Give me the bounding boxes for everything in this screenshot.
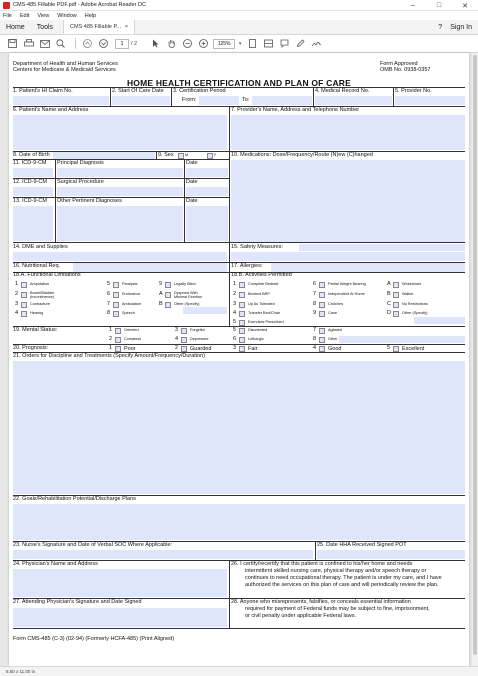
tab-document-label: CMS 485 Fillable P... (70, 24, 121, 30)
attending-signature-field[interactable] (13, 608, 227, 627)
ap-checkbox[interactable] (239, 292, 245, 298)
label-claim-no: 1. Patient's HI Claim No. (13, 88, 73, 94)
surgical-procedure-field[interactable] (57, 187, 183, 196)
prog-label: Poor (124, 346, 136, 352)
ap-checkbox[interactable] (393, 302, 399, 308)
ap-label: Cane (328, 311, 338, 315)
ms-number: 8 (313, 336, 317, 342)
menu-help[interactable]: Help (84, 12, 97, 19)
label-other-diagnoses: Other Pertinent Diagnoses (57, 198, 122, 204)
omb-number: OMB No. 0938-0357 (380, 67, 431, 73)
menu-bar (0, 11, 478, 20)
ms-number: 6 (233, 336, 237, 342)
ms-number: 7 (313, 327, 317, 333)
ap-label: Transfer Bed/Chair (248, 311, 280, 315)
ms-label: Depressed (190, 337, 209, 341)
fl-number: B (159, 301, 163, 307)
nurse-signature-field[interactable] (13, 550, 313, 559)
ap-label: Independent At Home (328, 292, 365, 296)
start-of-care-field[interactable] (112, 96, 170, 105)
page-number-input[interactable]: 1 (115, 39, 129, 49)
functional-other-field[interactable] (183, 307, 227, 314)
menu-window[interactable]: Window (57, 12, 77, 19)
ap-number: 8 (313, 301, 317, 307)
fl-checkbox[interactable] (113, 311, 119, 317)
ap-label: Exercises Prescribed (248, 320, 284, 324)
goals-field[interactable] (13, 504, 465, 540)
fl-label: Hearing (30, 311, 44, 315)
ms-label: Lethargic (248, 337, 264, 341)
label-provider-no: 5. Provider No. (395, 88, 432, 94)
tab-bar (0, 20, 478, 35)
ap-number: D (387, 310, 391, 316)
fl-label: Endurance (122, 292, 141, 296)
zoom-out-icon[interactable] (181, 37, 194, 50)
ap-number: 5 (233, 319, 237, 325)
form-footer: Form CMS-485 (C-3) (02-94) (Formerly HCFA-485) (Print Aligned) (13, 636, 175, 642)
label-cert-from: From: (182, 97, 197, 103)
label-surgical-procedure: Surgical Procedure (57, 179, 104, 185)
prog-number: 1 (109, 345, 113, 351)
form-approved: Form Approved (380, 61, 418, 67)
fl-label: Legally Blind (174, 282, 196, 286)
prog-number: 4 (313, 345, 317, 351)
help-icon[interactable]: ? (438, 23, 443, 31)
ms-label: Disoriented (248, 328, 268, 332)
fl-checkbox[interactable] (21, 302, 27, 308)
tab-tools[interactable]: Tools (36, 23, 54, 31)
certification-line-1: 26. I certify/recertify that this patient is confined to his/her home and needs (231, 561, 413, 567)
physician-name-field[interactable] (13, 569, 227, 597)
scroll-mode-icon[interactable] (262, 37, 275, 50)
icd-13-field[interactable] (13, 206, 53, 241)
document-viewport[interactable] (0, 53, 478, 666)
ap-label: Partial Weight Bearing (328, 282, 366, 286)
ap-checkbox[interactable] (319, 292, 325, 298)
nutrition-field[interactable] (73, 263, 227, 272)
label-provider-name: 7. Provider's Name, Address and Telephone Number (231, 107, 360, 113)
ap-label: No Restrictions (402, 302, 428, 306)
next-page-icon[interactable] (97, 37, 110, 50)
ms-checkbox[interactable] (239, 328, 245, 334)
ap-checkbox[interactable] (319, 311, 325, 317)
ap-checkbox[interactable] (239, 311, 245, 317)
ap-checkbox[interactable] (393, 292, 399, 298)
label-date-received: 25. Date HHA Received Signed POT (317, 542, 407, 548)
comment-icon[interactable] (278, 37, 291, 50)
prog-label: Excellent (402, 346, 425, 352)
hand-tool-icon[interactable] (165, 37, 178, 50)
ms-checkbox[interactable] (319, 337, 325, 343)
certification-line-3: continues to need occupational therapy. The patient is under my care, and I have (245, 575, 442, 581)
toolbar (0, 35, 478, 53)
fl-checkbox[interactable] (21, 282, 27, 288)
warning-line-1: 28. Anyone who misrepresents, falsifies, or conceals essential information (231, 599, 411, 605)
label-mental-status: 19. Mental Status: (13, 327, 58, 333)
ap-number: 7 (313, 291, 317, 297)
pdf-page (9, 53, 469, 666)
label-goals: 22. Goals/Rehabilitation Potential/Discharge Plans (13, 496, 136, 502)
principal-diagnosis-field[interactable] (57, 168, 183, 177)
ap-number: 2 (233, 291, 237, 297)
label-nutrition: 16. Nutritional Req. (13, 263, 61, 269)
cert-from-field[interactable] (199, 96, 239, 105)
ap-label: Wheelchair (402, 282, 421, 286)
zoom-in-icon[interactable] (197, 37, 210, 50)
ms-number: 5 (233, 327, 237, 333)
fl-label: Ambulation (122, 302, 141, 306)
claim-no-field[interactable] (13, 96, 109, 105)
ap-checkbox[interactable] (393, 282, 399, 288)
certification-line-2: intermittent skilled nursing care, physical therapy and/or speech therapy or (245, 568, 427, 574)
ms-checkbox[interactable] (181, 337, 187, 343)
date-received-field[interactable] (317, 550, 465, 559)
label-prognosis: 20. Prognosis: (13, 345, 49, 351)
label-attending-signature: 27. Attending Physician's Signature and Date Signed (13, 599, 142, 605)
ap-checkbox[interactable] (393, 311, 399, 317)
fl-checkbox[interactable] (165, 292, 171, 298)
print-icon[interactable] (22, 37, 35, 50)
ms-label: Agitated (328, 328, 342, 332)
dme-field[interactable] (13, 252, 227, 261)
menu-file[interactable]: File (3, 12, 12, 19)
acrobat-app-icon (3, 2, 10, 9)
select-cursor-icon[interactable] (149, 37, 162, 50)
close-tab-icon[interactable]: × (124, 24, 129, 30)
label-functional-limitations: 18.A. Functional Limitations (13, 272, 81, 278)
date-13-field[interactable] (186, 206, 228, 241)
highlight-pen-icon[interactable] (294, 37, 307, 50)
label-icd-13: 13. ICD-9-CM (13, 198, 47, 204)
menu-view[interactable]: View (37, 12, 50, 19)
fl-label: Speech (122, 311, 135, 315)
date-11-field[interactable] (186, 168, 228, 177)
label-medical-record: 4. Medical Record No. (315, 88, 370, 94)
ms-checkbox[interactable] (115, 328, 121, 334)
fl-label: Amputation (30, 282, 50, 286)
ms-checkbox[interactable] (319, 328, 325, 334)
ap-number: C (387, 301, 391, 307)
label-cert-to: To: (242, 97, 250, 103)
fl-number: 8 (107, 310, 111, 316)
label-icd-12: 12. ICD-9-CM (13, 179, 47, 185)
label-activities-permitted: 18.B. Activities Permitted (231, 272, 292, 278)
medical-record-field[interactable] (315, 96, 392, 105)
prog-number: 3 (233, 345, 237, 351)
label-sex-f: F (214, 153, 217, 157)
warning-line-3: or civil penalty under applicable Federal laws. (245, 613, 356, 619)
ap-label: Complete Bedrest (248, 282, 279, 286)
label-dob: 8. Date of Birth (13, 152, 50, 158)
email-icon[interactable] (38, 37, 51, 50)
other-diagnoses-field[interactable] (57, 206, 183, 241)
label-allergies: 17. Allergies: (231, 263, 263, 269)
ap-label: Other (Specify) (402, 311, 428, 315)
ap-number: B (387, 291, 391, 297)
fl-number: 7 (107, 301, 111, 307)
ms-checkbox[interactable] (239, 337, 245, 343)
ap-checkbox[interactable] (239, 282, 245, 288)
prog-label: Good (328, 346, 342, 352)
label-physician-name: 24. Physician's Name and Address (13, 561, 98, 567)
prog-label: Guarded (190, 346, 212, 352)
fl-checkbox[interactable] (165, 282, 171, 288)
fl-checkbox[interactable] (113, 302, 119, 308)
icd-11-field[interactable] (13, 168, 53, 177)
icd-12-field[interactable] (13, 187, 53, 196)
ms-checkbox[interactable] (181, 328, 187, 334)
label-sex-m: M (185, 153, 189, 157)
ms-number: 3 (175, 327, 179, 333)
fl-label: Bowel/Bladder (Incontinence) (30, 291, 55, 299)
safety-field[interactable] (231, 252, 465, 261)
label-principal-diagnosis: Principal Diagnosis (57, 160, 104, 166)
minimize-button[interactable]: – (411, 2, 415, 9)
tab-home[interactable]: Home (6, 23, 25, 31)
provider-no-field[interactable] (395, 96, 465, 105)
label-dme: 14. DME and Supplies (13, 244, 68, 250)
maximize-button[interactable]: □ (436, 2, 442, 9)
date-12-field[interactable] (186, 187, 228, 196)
save-icon[interactable] (6, 37, 19, 50)
label-date-12: Date (186, 179, 198, 185)
label-date-13: Date (186, 198, 198, 204)
fl-checkbox[interactable] (113, 292, 119, 298)
fl-number: 1 (15, 281, 19, 287)
fl-number: 3 (15, 301, 19, 307)
prog-label: Fair (248, 346, 258, 352)
fl-number: 2 (15, 291, 19, 297)
window-title: CMS-485 Fillable PDF.pdf - Adobe Acrobat Reader DC (13, 2, 146, 8)
page-total: / 2 (131, 40, 138, 47)
ms-number: 4 (175, 336, 179, 342)
ms-number: 1 (109, 327, 113, 333)
ap-number: 3 (233, 301, 237, 307)
allergies-field[interactable] (271, 263, 465, 272)
ap-label: Walker (402, 292, 414, 296)
fl-label: Dyspnea With Minimal Exertion (174, 291, 203, 299)
label-orders: 21. Orders for Discipline and Treatments (Specify Amount/Frequency/Duration) (13, 353, 205, 359)
fl-checkbox[interactable] (21, 311, 27, 317)
fl-checkbox[interactable] (21, 292, 27, 298)
patient-name-address-field[interactable] (13, 115, 227, 150)
fl-number: 9 (159, 281, 163, 287)
ms-label: Comatose (124, 337, 142, 341)
sign-in-link[interactable]: Sign In (450, 23, 472, 31)
close-button[interactable]: ✕ (462, 2, 468, 10)
form-title: HOME HEALTH CERTIFICATION AND PLAN OF CARE (126, 78, 352, 88)
ap-number: 6 (313, 281, 317, 287)
fl-checkbox[interactable] (113, 282, 119, 288)
ap-checkbox[interactable] (239, 302, 245, 308)
ap-label: Crutches (328, 302, 344, 306)
fl-label: Contracture (30, 302, 50, 306)
sign-icon[interactable] (310, 37, 323, 50)
fl-checkbox[interactable] (165, 302, 171, 308)
ap-label: Bedrest BRP (248, 292, 270, 296)
ap-number: 4 (233, 310, 237, 316)
status-bar: 8.50 x 11.00 in (0, 666, 478, 676)
warning-line-2: required for payment of Federal funds may be subject to fine, imprisonment, (245, 606, 430, 612)
fl-label: Paralysis (122, 282, 138, 286)
label-icd-11: 11. ICD-9-CM (13, 160, 47, 166)
ms-label: Other (328, 337, 338, 341)
provider-name-address-field[interactable] (231, 115, 465, 150)
ms-label: Oriented (124, 328, 139, 332)
menu-edit[interactable]: Edit (19, 12, 30, 19)
ap-number: A (387, 281, 391, 287)
medications-field[interactable] (231, 160, 465, 242)
fl-label: Other (Specify) (174, 302, 200, 306)
search-icon[interactable] (54, 37, 67, 50)
chevron-down-icon[interactable]: ▾ (238, 40, 242, 47)
previous-page-icon[interactable] (81, 37, 94, 50)
ms-checkbox[interactable] (115, 337, 121, 343)
vertical-scrollbar[interactable] (472, 53, 478, 666)
ms-number: 2 (109, 336, 113, 342)
cert-to-field[interactable] (252, 96, 312, 105)
ap-number: 9 (313, 310, 317, 316)
label-medications: 10. Medications: Dose/Frequency/Route (N)ew (C)hanged (231, 152, 373, 158)
fl-number: 5 (107, 281, 111, 287)
ap-label: Up As Tolerated (248, 302, 275, 306)
dob-field[interactable] (53, 152, 155, 159)
label-patient-name: 6. Patient's Name and Address (13, 107, 89, 113)
label-cert-period: 3. Certification Period (173, 88, 226, 94)
fit-page-icon[interactable] (246, 37, 259, 50)
label-safety: 15. Safety Measures: (231, 244, 283, 250)
prog-number: 5 (387, 345, 391, 351)
safety-inline-field[interactable] (299, 244, 465, 251)
label-nurse-signature: 23. Nurse's Signature and Date of Verbal SOC Where Applicable: (13, 542, 173, 548)
certification-line-4: authorized the services on this plan of care and will periodically review the plan. (245, 582, 439, 588)
fl-number: A (159, 291, 163, 297)
fl-number: 6 (107, 291, 111, 297)
ap-number: 1 (233, 281, 237, 287)
zoom-level-select[interactable]: 125% (213, 39, 235, 49)
label-date-11: Date (186, 160, 198, 166)
label-start-of-care: 2. Start Of Care Date (112, 88, 164, 94)
ap-checkbox[interactable] (319, 302, 325, 308)
window-titlebar (0, 0, 478, 11)
ap-checkbox[interactable] (319, 282, 325, 288)
orders-field[interactable] (13, 361, 465, 494)
dept-line-2: Centers for Medicare & Medicaid Services (13, 67, 116, 73)
label-sex: 9. Sex (158, 152, 174, 158)
activities-other-field[interactable] (414, 317, 465, 324)
fl-number: 4 (15, 310, 19, 316)
ms-label: Forgetful (190, 328, 205, 332)
dept-line-1: Department of Health and Human Services (13, 61, 118, 67)
mental-other-field[interactable] (339, 336, 465, 343)
prog-number: 2 (175, 345, 179, 351)
tab-document[interactable] (63, 20, 135, 34)
